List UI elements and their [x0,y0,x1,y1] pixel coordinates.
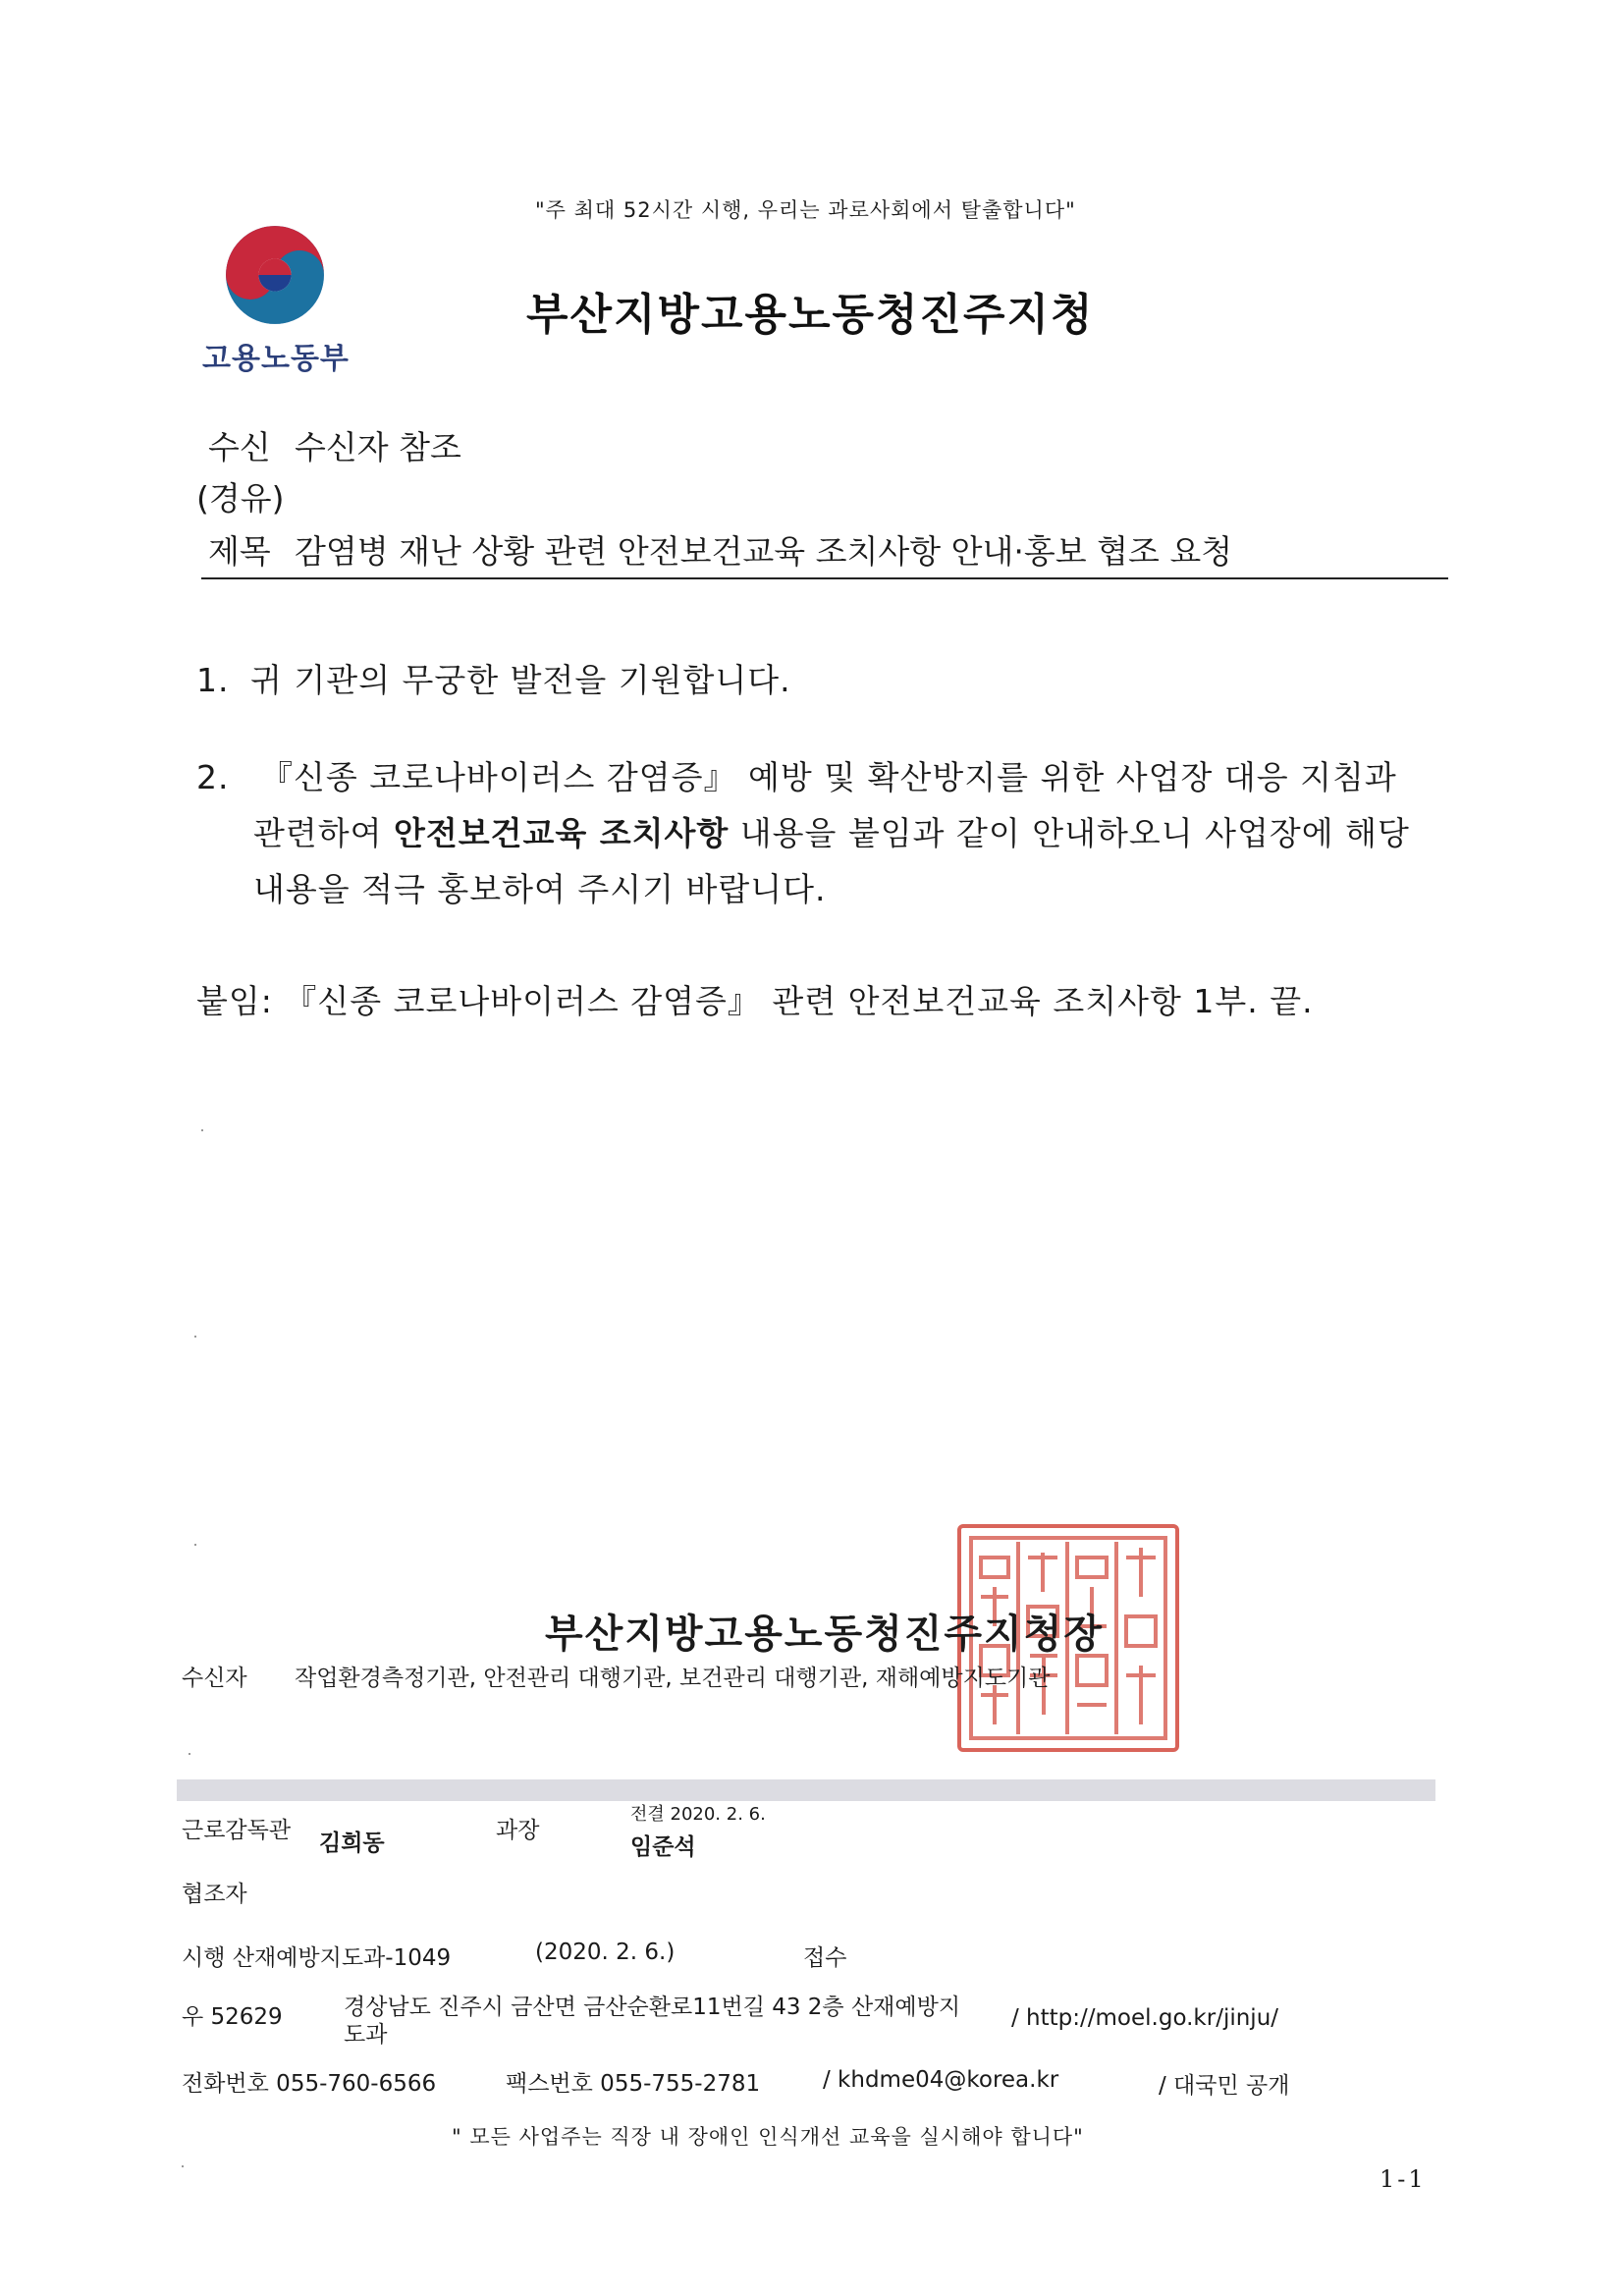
disclosure-status: / 대국민 공개 [1159,2073,1290,2099]
recipient-label: 수신 [208,428,271,466]
paragraph-2-line-2-end: 내용을 붙임과 같이 안내하오니 사업장에 해당 [729,814,1410,852]
scan-speck [194,1336,196,1338]
bottom-slogan: " 모든 사업주는 직장 내 장애인 인식개선 교육을 실시해야 합니다" [452,2125,1084,2149]
recipient-value: 수신자 참조 [295,428,461,466]
paragraph-1: 귀 기관의 무궁한 발전을 기원합니다. [250,661,791,699]
attachment-line: 붙임: 『신종 코로나바이러스 감염증』 관련 안전보건교육 조치사항 1부. 끝. [196,982,1314,1020]
divider-band [177,1779,1435,1801]
organization-title: 부산지방고용노동청진주지청 [526,290,1095,340]
page-number: 1-1 [1380,2165,1427,2193]
paragraph-2-line-3: 내용을 적극 홍보하여 주시기 바랍니다. [253,870,827,908]
paragraph-2-line-1: 『신종 코로나바이러스 감염증』 예방 및 확산방지를 위한 사업장 대응 지침과 [260,758,1397,796]
address-line-2: 도과 [344,2022,388,2048]
enforcement-number: 시행 산재예방지도과-1049 [182,1945,452,1971]
inspector-label: 근로감독관 [182,1818,292,1843]
subject-underline [201,577,1448,579]
scan-speck [194,1544,196,1546]
enforcement-date: (2020. 2. 6.) [535,1940,676,1965]
scan-speck [182,2165,184,2167]
approval-date: 전결 2020. 2. 6. [630,1804,766,1825]
fax-number: 팩스번호 055-755-2781 [506,2071,761,2097]
paragraph-2-line-2-start: 관련하여 [253,814,395,852]
top-slogan: "주 최대 52시간 시행, 우리는 과로사회에서 탈출합니다" [535,198,1076,222]
phone-number: 전화번호 055-760-6566 [182,2071,437,2097]
paragraph-2-emphasis: 안전보건교육 조치사항 [394,814,730,852]
paragraph-2-number: 2. [196,758,230,796]
paragraph-2-line-2 [253,806,1410,861]
receipt-label: 접수 [803,1945,847,1971]
inspector-name: 김희동 [319,1831,385,1856]
subject-value: 감염병 재난 상황 관련 안전보건교육 조치사항 안내·홍보 협조 요청 [295,532,1233,571]
email-address[interactable]: / khdme04@korea.kr [823,2067,1059,2093]
chief-name: 임준석 [630,1834,696,1860]
cooperator-label: 협조자 [182,1882,247,1907]
address-line-1: 경상남도 진주시 금산면 금산순환로11번길 43 2층 산재예방지 [344,1995,961,2020]
recipients-value: 작업환경측정기관, 안전관리 대행기관, 보건관리 대행기관, 재해예방지도기관 [295,1666,1051,1691]
scan-speck [189,1753,190,1755]
sender-name: 부산지방고용노동청진주지청장 [545,1612,1104,1657]
website-link[interactable]: / http://moel.go.kr/jinju/ [1011,2005,1279,2031]
chief-label: 과장 [496,1818,540,1843]
postal-code: 우 52629 [182,2004,283,2030]
ministry-logo-text: 고용노동부 [202,342,350,376]
via-label: (경유) [196,479,285,518]
paragraph-1-number: 1. [196,661,230,699]
recipients-label: 수신자 [182,1666,247,1691]
ministry-logo-icon [224,224,326,326]
subject-label: 제목 [208,532,271,571]
scan-speck [201,1129,203,1131]
